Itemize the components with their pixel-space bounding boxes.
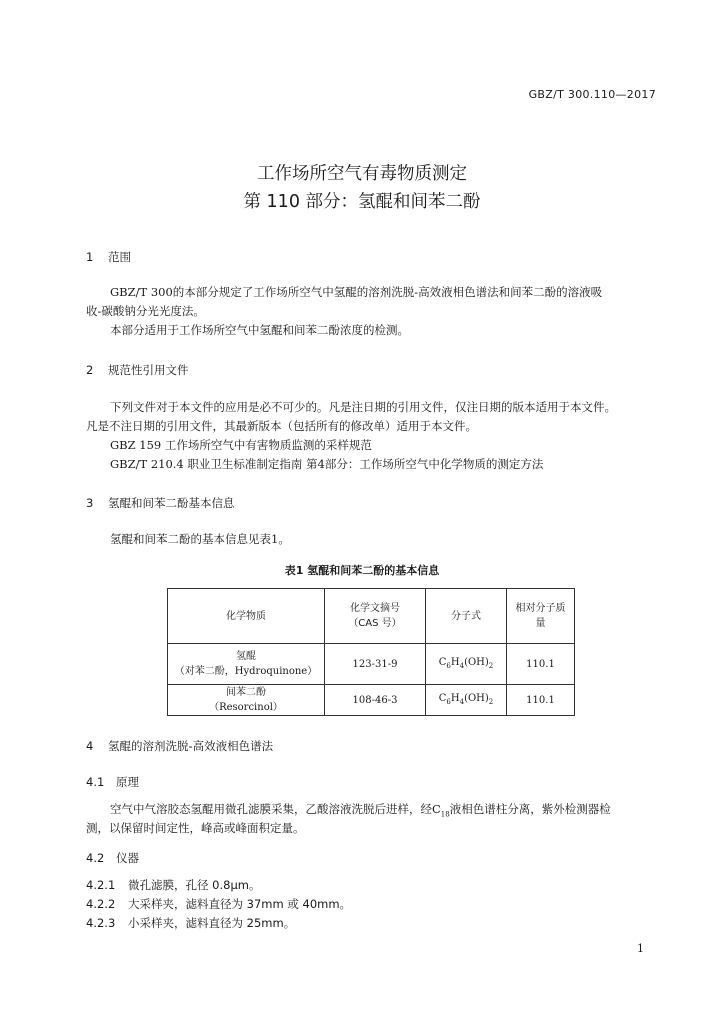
- item-text: 小采样夹，滤料直径为 25mm。: [128, 916, 296, 930]
- cell-mw: 110.1: [507, 685, 575, 716]
- cell-chemical: [168, 685, 325, 716]
- section-4-1-heading: [86, 774, 139, 790]
- basic-info-table: [167, 588, 575, 716]
- section-number: 4.2: [86, 851, 105, 865]
- formula-subscript: 4: [459, 661, 465, 670]
- section-number: 2: [86, 363, 94, 377]
- standard-number: GBZ/T 300.110—2017: [528, 88, 656, 101]
- paragraph: 凡是不注日期的引用文件，其最新版本（包括所有的修改单）适用于本文件。: [86, 419, 477, 433]
- section-title: 范围: [108, 250, 131, 264]
- section-title: 规范性引用文件: [108, 363, 189, 377]
- section-title: 原理: [116, 775, 139, 789]
- header-mw: 相对分子质量: [507, 589, 575, 644]
- paragraph: 收-碳酸钠分光光度法。: [86, 304, 205, 318]
- header-cas-line2: （CAS 号）: [348, 618, 402, 629]
- header-cas: [325, 589, 426, 644]
- formula-subscript: 4: [459, 697, 465, 706]
- section-4-2-heading: [86, 850, 139, 866]
- section-number: 3: [86, 496, 94, 510]
- text-part: 液相色谱柱分离，紫外检测器检: [449, 802, 611, 816]
- formula-part: C: [438, 656, 447, 668]
- reference-item: GBZ 159 工作场所空气中有害物质监测的采样规范: [110, 438, 372, 452]
- section-title: 氢醌的溶剂洗脱-高效液相色谱法: [108, 739, 274, 753]
- list-item: [86, 915, 295, 931]
- paragraph: 本部分适用于工作场所空气中氢醌和间苯二酚浓度的检测。: [110, 323, 409, 337]
- section-number: 4: [86, 739, 94, 753]
- document-title: 工作场所空气有毒物质测定: [257, 164, 467, 184]
- section-number: 4.1: [86, 775, 105, 789]
- formula-subscript: 2: [488, 661, 494, 670]
- header-chemical: 化学物质: [168, 589, 325, 644]
- list-item: [86, 877, 260, 893]
- header-cas-line1: 化学文摘号: [350, 603, 400, 614]
- table-header-row: [168, 589, 575, 644]
- cell-formula: [426, 685, 507, 716]
- table-row: [168, 685, 575, 716]
- text-subscript: 18: [440, 810, 450, 819]
- section-number: 1: [86, 250, 94, 264]
- formula-part: C: [438, 692, 447, 704]
- cell-cas: 123-31-9: [325, 644, 426, 685]
- paragraph: GBZ/T 300的本部分规定了工作场所空气中氢醌的溶剂洗脱-高效液相色谱法和间苯二酚的溶液吸: [110, 285, 603, 299]
- formula-part: H: [450, 692, 460, 704]
- formula-part: (OH): [464, 692, 489, 704]
- item-text: 微孔滤膜，孔径 0.8μm。: [128, 878, 261, 892]
- formula-subscript: 2: [488, 697, 494, 706]
- table-row: [168, 644, 575, 685]
- item-number: 4.2.2: [86, 897, 116, 911]
- chemical-name: 间苯二酚: [226, 687, 266, 698]
- section-title: 氢醌和间苯二酚基本信息: [108, 496, 235, 510]
- section-3-heading: [86, 495, 235, 511]
- item-text: 大采样夹，滤料直径为 37mm 或 40mm。: [128, 897, 352, 911]
- chemical-alias: （对苯二酚，Hydroquinone）: [174, 666, 318, 677]
- formula-part: (OH): [464, 656, 489, 668]
- section-1-heading: [86, 249, 131, 265]
- formula-part: H: [450, 656, 460, 668]
- paragraph: 氢醌和间苯二酚的基本信息见表1。: [110, 532, 290, 546]
- section-2-heading: [86, 362, 189, 378]
- cell-cas: 108-46-3: [325, 685, 426, 716]
- paragraph: 测，以保留时间定性，峰高或峰面积定量。: [86, 821, 305, 835]
- section-4-heading: [86, 738, 273, 754]
- document-subtitle: 第 110 部分：氢醌和间苯二酚: [243, 192, 481, 212]
- page-number: 1: [637, 942, 644, 955]
- chemical-alias: （Resorcinol）: [209, 702, 283, 713]
- cell-chemical: [168, 644, 325, 685]
- header-formula: 分子式: [426, 589, 507, 644]
- cell-mw: 110.1: [507, 644, 575, 685]
- item-number: 4.2.3: [86, 916, 116, 930]
- item-number: 4.2.1: [86, 878, 116, 892]
- cell-formula: [426, 644, 507, 685]
- reference-item: GBZ/T 210.4 职业卫生标准制定指南 第4部分：工作场所空气中化学物质的测定方法: [110, 457, 544, 471]
- paragraph: 下列文件对于本文件的应用是必不可少的。凡是注日期的引用文件，仅注日期的版本适用于本文件。: [110, 400, 616, 414]
- formula-subscript: 6: [446, 661, 451, 670]
- formula-subscript: 6: [446, 697, 451, 706]
- list-item: [86, 896, 351, 912]
- section-title: 仪器: [116, 851, 139, 865]
- table-caption: 表1 氢醌和间苯二酚的基本信息: [284, 564, 440, 577]
- chemical-name: 氢醌: [236, 651, 256, 662]
- text-part: 空气中气溶胶态氢醌用微孔滤膜采集，乙酸溶液洗脱后进样，经C: [110, 802, 441, 816]
